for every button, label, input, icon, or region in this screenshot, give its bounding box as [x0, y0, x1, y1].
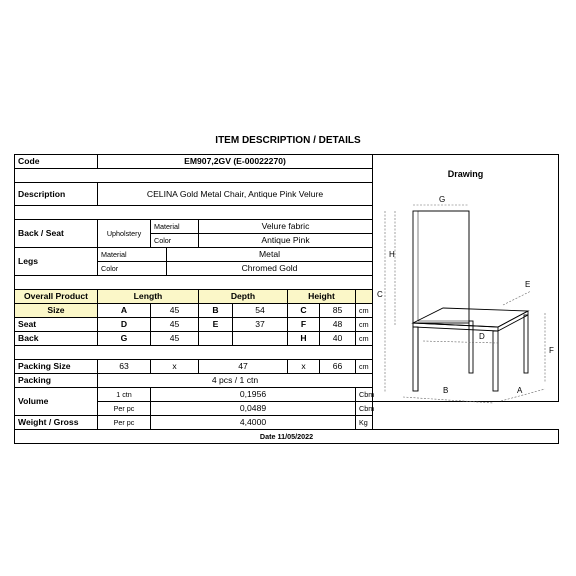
packing-size-a: 63: [98, 360, 151, 374]
chair-leg-back-right: [524, 315, 528, 373]
dim-letter: C: [288, 304, 320, 318]
dim-letter: D: [98, 318, 151, 332]
description-label: Description: [15, 183, 98, 206]
drawing-label: Drawing: [447, 169, 484, 179]
back-seat-material-label: Material: [151, 220, 199, 234]
dim-a-line: [501, 389, 545, 401]
chair-backrest-inner: [418, 211, 469, 321]
dim-value: 54: [233, 304, 288, 318]
chair-leg-back-left: [469, 321, 473, 373]
length-header: Length: [98, 290, 199, 304]
dim-value: 85: [320, 304, 356, 318]
volume-ctn-label: 1 ctn: [98, 388, 151, 402]
dim-value: 37: [233, 318, 288, 332]
packing-label: Packing: [15, 374, 98, 388]
unit-header: [356, 290, 373, 304]
dim-value: 40: [320, 332, 356, 346]
dim-letter: E: [199, 318, 233, 332]
date-row: [15, 430, 559, 444]
legs-material-label: Material: [98, 248, 167, 262]
dim-e-label: E: [525, 280, 531, 289]
dim-value: 45: [151, 332, 199, 346]
legs-label: Legs: [15, 248, 98, 276]
volume-pc-value: 0,0489: [151, 402, 356, 416]
dim-letter: F: [288, 318, 320, 332]
dim-c-label: C: [377, 290, 383, 299]
description-value: CELINA Gold Metal Chair, Antique Pink Velure: [98, 183, 373, 206]
packing-size-unit: cm: [356, 360, 373, 374]
depth-header: Depth: [199, 290, 288, 304]
date-value: Date 11/05/2022: [15, 430, 559, 444]
chair-seat-edge: [413, 323, 498, 331]
back-seat-material-value: Velure fabric: [199, 220, 373, 234]
weight-unit: Kg: [356, 416, 373, 430]
page-title: ITEM DESCRIPTION / DETAILS: [215, 135, 361, 146]
dim-letter: B: [199, 304, 233, 318]
overall-size-label: Size: [15, 304, 98, 318]
chair-drawing: [373, 193, 559, 403]
volume-pc-label: Per pc: [98, 402, 151, 416]
legs-color-value: Chromed Gold: [167, 262, 373, 276]
dim-value: 45: [151, 318, 199, 332]
weight-per-label: Per pc: [98, 416, 151, 430]
dim-h-label: H: [389, 250, 395, 259]
volume-pc-unit: Cbm: [356, 402, 373, 416]
back-seat-color-value: Antique Pink: [199, 234, 373, 248]
dim-d-label: D: [479, 332, 485, 341]
legs-material-value: Metal: [167, 248, 373, 262]
dim-d-line: [423, 341, 498, 343]
back-seat-label: Back / Seat: [15, 220, 98, 248]
back-seat-color-label: Color: [151, 234, 199, 248]
packing-size-c: 66: [320, 360, 356, 374]
height-header: Height: [288, 290, 356, 304]
upholstery-label: Upholstery: [98, 220, 151, 248]
item-details-table: [14, 154, 559, 444]
chair-leg-front-left: [413, 327, 418, 391]
packing-size-x2: x: [288, 360, 320, 374]
dim-unit: cm: [356, 318, 373, 332]
dim-value: 48: [320, 318, 356, 332]
packing-value: 4 pcs / 1 ctn: [98, 374, 373, 388]
weight-label: Weight / Gross: [15, 416, 98, 430]
dim-g-label: G: [439, 195, 446, 204]
packing-size-b: 47: [199, 360, 288, 374]
dim-unit: cm: [356, 304, 373, 318]
dim-a-label: A: [517, 386, 523, 395]
code-label: Code: [15, 155, 98, 169]
volume-ctn-unit: Cbm: [356, 388, 373, 402]
volume-ctn-value: 0,1956: [151, 388, 356, 402]
dim-f-label: F: [549, 346, 554, 355]
legs-color-label: Color: [98, 262, 167, 276]
weight-value: 4,4000: [151, 416, 356, 430]
dim-value: [233, 332, 288, 346]
drawing-area: [373, 155, 559, 402]
dim-letter: A: [98, 304, 151, 318]
dim-e-line: [503, 291, 531, 305]
dim-letter: [199, 332, 233, 346]
overall-label: Overall Product: [15, 290, 98, 304]
dim-value: 45: [151, 304, 199, 318]
dim-unit: cm: [356, 332, 373, 346]
packing-size-x1: x: [151, 360, 199, 374]
chair-backrest: [413, 211, 469, 323]
packing-size-label: Packing Size: [15, 360, 98, 374]
volume-label: Volume: [15, 388, 98, 416]
dim-letter: G: [98, 332, 151, 346]
back-label: Back: [15, 332, 98, 346]
code-row: [15, 155, 559, 169]
dim-b-line: [403, 397, 493, 403]
code-value: EM907,2GV (E-00022270): [98, 155, 373, 169]
dim-b-label: B: [443, 386, 449, 395]
dim-letter: H: [288, 332, 320, 346]
chair-leg-front-right: [493, 331, 498, 391]
weight-row: [15, 416, 559, 430]
seat-label: Seat: [15, 318, 98, 332]
